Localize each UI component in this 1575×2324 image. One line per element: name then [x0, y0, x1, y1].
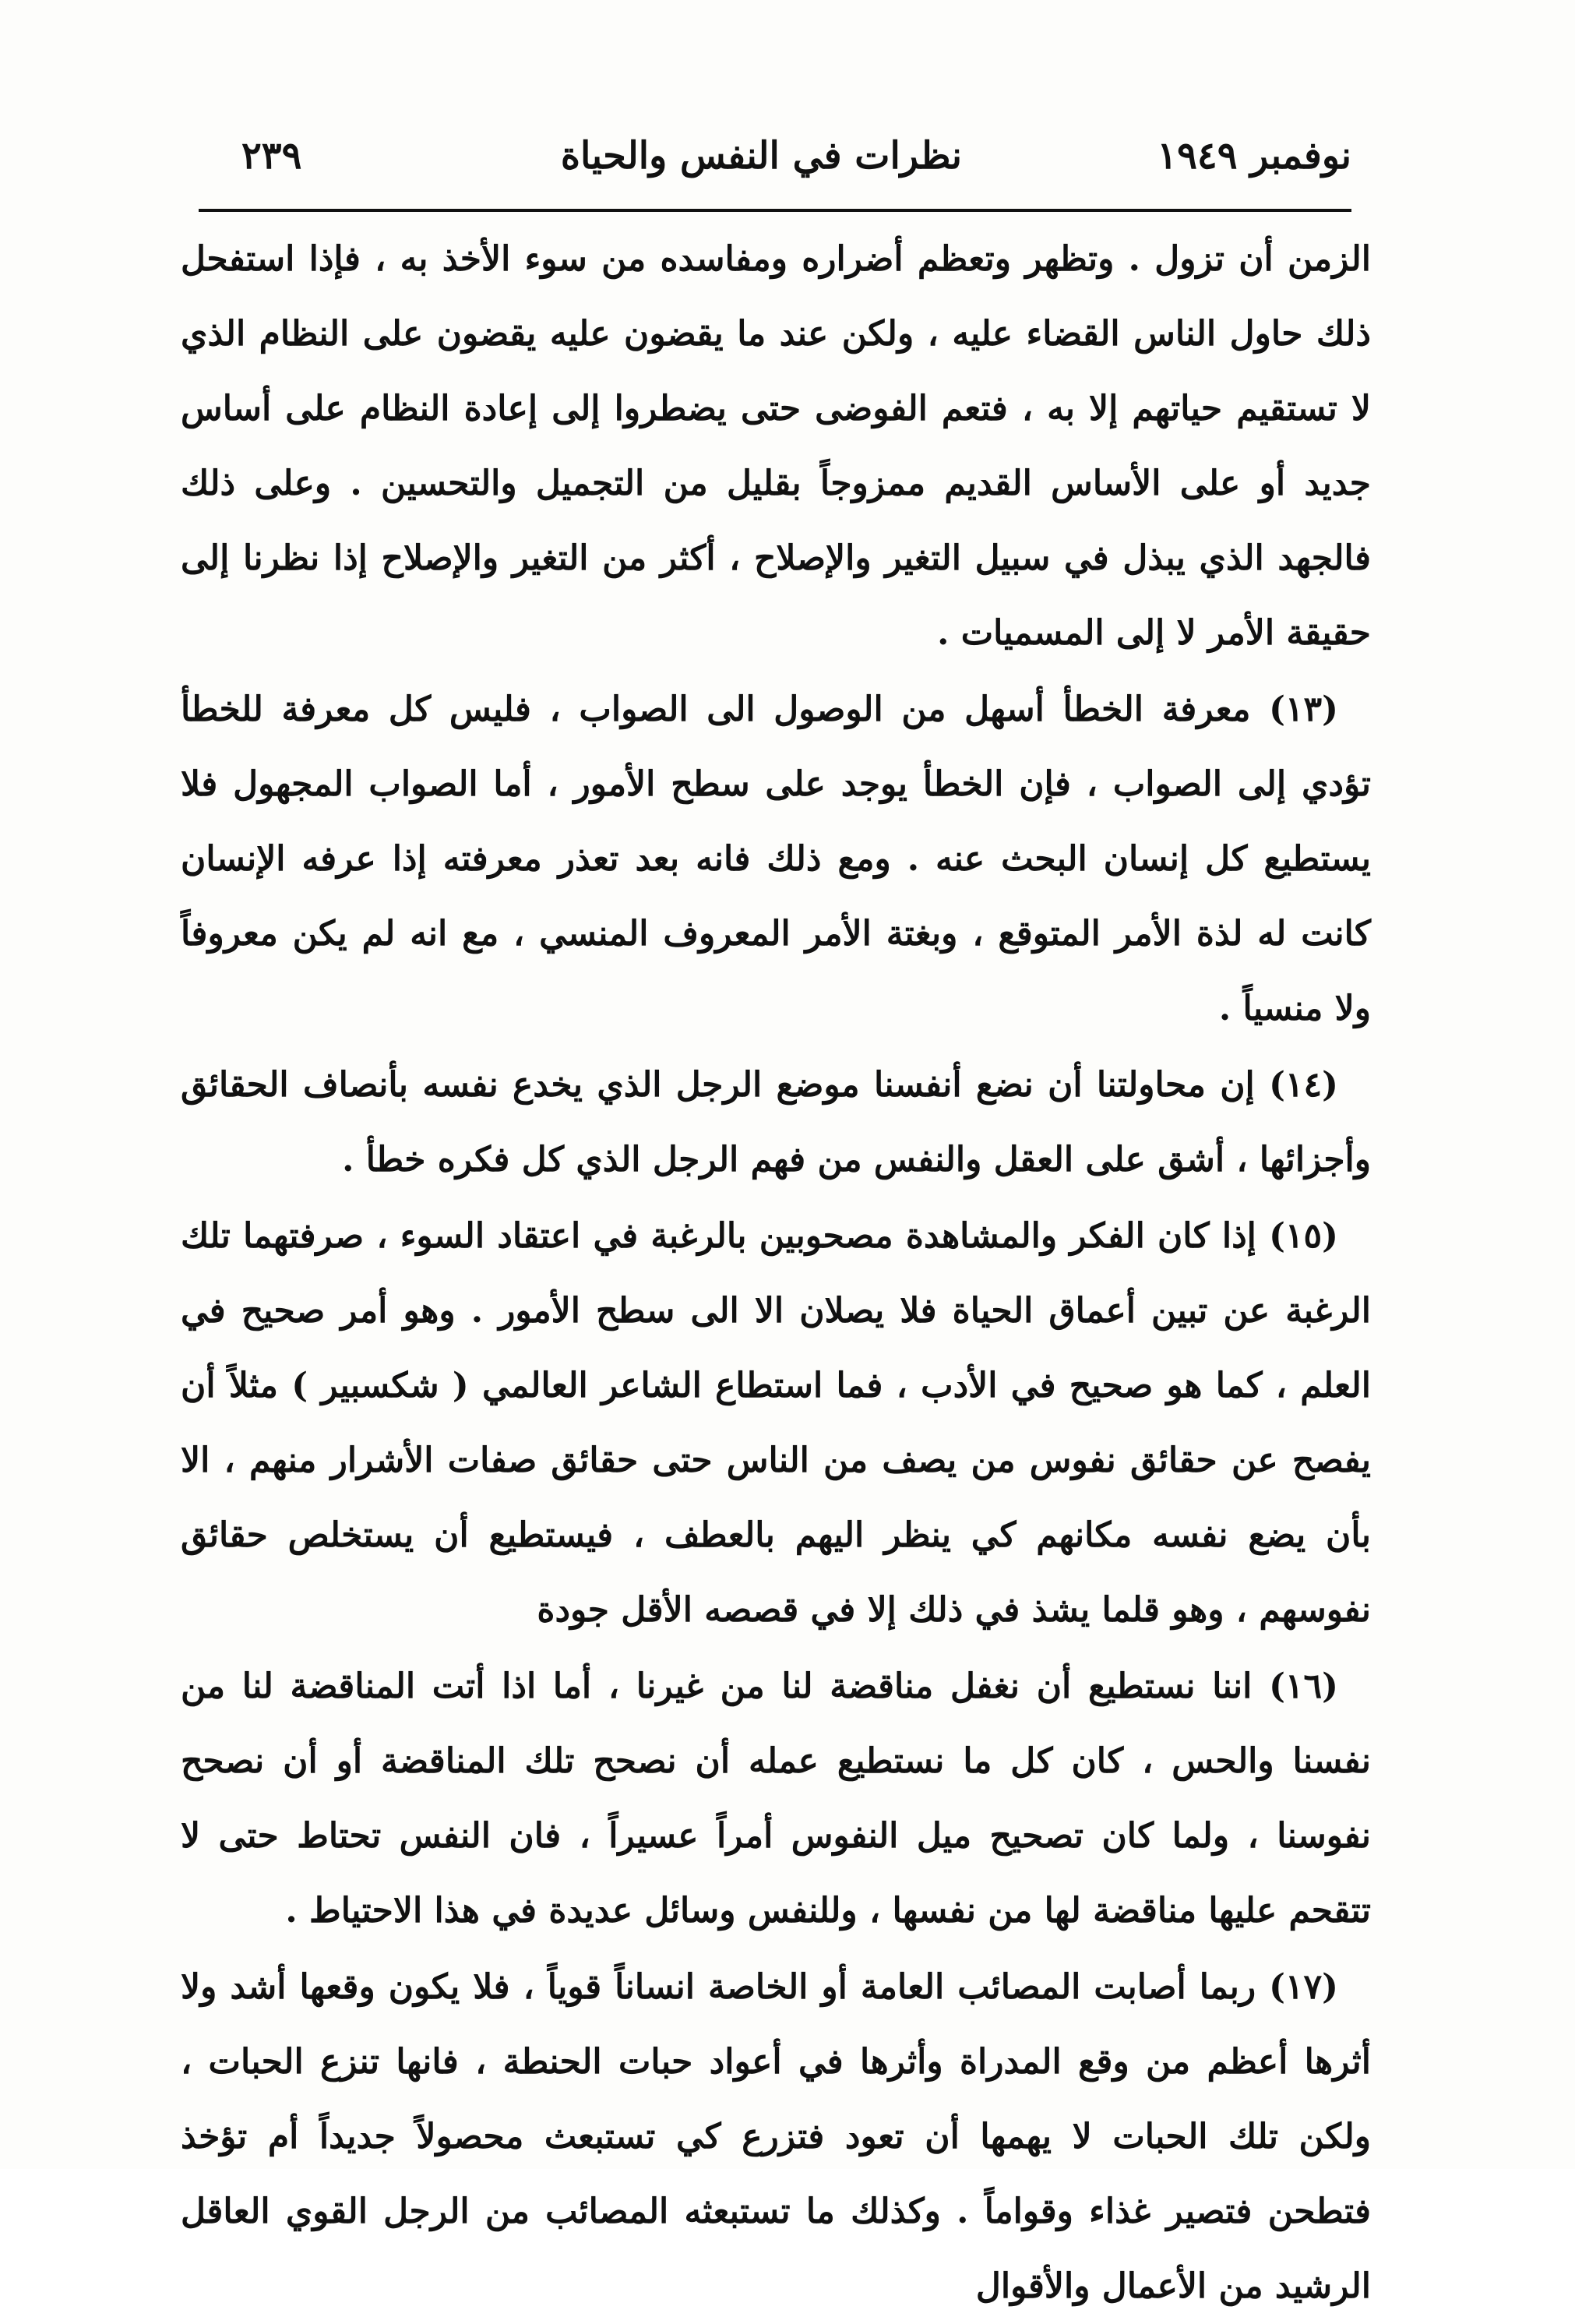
paragraph-16: (١٦) اننا نستطيع أن نغفل مناقضة لنا من غيرنا ، أما اذا أتت المناقضة لنا من نفسنا والحس ، كان كل ما نستطيع عمله أن نصحح تلك المناقضة أو أن نصحح نفوسنا ، ولما كان تصحيح ميل النفوس أمراً عسيراً ، فان النفس تحتاط حتى لا تتقحم عليها مناقضة لها من نفسها ، وللنفس وسائل عديدة في هذا الاحتياط .: [181, 1666, 1371, 1931]
header-date: نوفمبر ١٩٤٩: [1157, 134, 1351, 178]
header-title: نظرات في النفس والحياة: [560, 134, 962, 178]
paragraph-13: (١٣) معرفة الخطأ أسهل من الوصول الى الصواب ، فليس كل معرفة للخطأ تؤدي إلى الصواب ، فإن الخطأ يوجد على سطح الأمور ، أما الصواب المجهول فلا يستطيع كل إنسان البحث عنه . ومع ذلك فانه بعد تعذر معرفته إذا عرفه الإنسان كانت له لذة الأمر المتوقع ، وبغتة الأمر المعروف المنسي ، مع انه لم يكن معروفاً ولا منسياً .: [181, 689, 1371, 1028]
paragraph-14: (١٤) إن محاولتنا أن نضع أنفسنا موضع الرجل الذي يخدع نفسه بأنصاف الحقائق وأجزائها ، أشق على العقل والنفس من فهم الرجل الذي كل فكره خطأ .: [181, 1065, 1371, 1180]
paragraph-17: (١٧) ربما أصابت المصائب العامة أو الخاصة انساناً قوياً ، فلا يكون وقعها أشد ولا أثرها أعظم من وقع المدراة وأثرها في أعواد حبات الحنطة ، فانها تنزع الحبات ، ولكن تلك الحبات لا يهمها أن تعود فتزرع كي تستبعث محصولاً جديداً أم تؤخذ فتطحن فتصير غذاء وقواماً . وكذلك ما تستبعثه المصائب من الرجل القوي العاقل الرشيد من الأعمال والأقوال: [181, 1967, 1371, 2306]
paragraph-continuation: الزمن أن تزول . وتظهر وتعظم أضراره ومفاسده من سوء الأخذ به ، فإذا استفحل ذلك حاول الناس القضاء عليه ، ولكن عند ما يقضون عليه يقضون على النظام الذي لا تستقيم حياتهم إلا به ، فتعم الفوضى حتى يضطروا إلى إعادة النظام على أساس جديد أو على الأساس القديم ممزوجاً بقليل من التجميل والتحسين . وعلى ذلك فالجهد الذي يبذل في سبيل التغير والإصلاح ، أكثر من التغير والإصلاح إذا نظرنا إلى حقيقة الأمر لا إلى المسميات .: [181, 239, 1371, 653]
page-number: ٢٣٩: [241, 134, 302, 178]
body-text: [181, 222, 1371, 2324]
header-rule: [199, 209, 1351, 212]
paragraph-15: (١٥) إذا كان الفكر والمشاهدة مصحوبين بالرغبة في اعتقاد السوء ، صرفتهما تلك الرغبة عن تبين أعماق الحياة فلا يصلان الا الى سطح الأمور . وهو أمر صحيح في العلم ، كما هو صحيح في الأدب ، فما استطاع الشاعر العالمي ( شكسبير ) مثلاً أن يفصح عن حقائق نفوس من يصف من الناس حتى حقائق صفات الأشرار منهم ، الا بأن يضع نفسه مكانهم كي ينظر اليهم بالعطف ، فيستطيع أن يستخلص حقائق نفوسهم ، وهو قلما يشذ في ذلك إلا في قصصه الأقل جودة: [181, 1216, 1371, 1630]
running-header: [199, 117, 1351, 187]
